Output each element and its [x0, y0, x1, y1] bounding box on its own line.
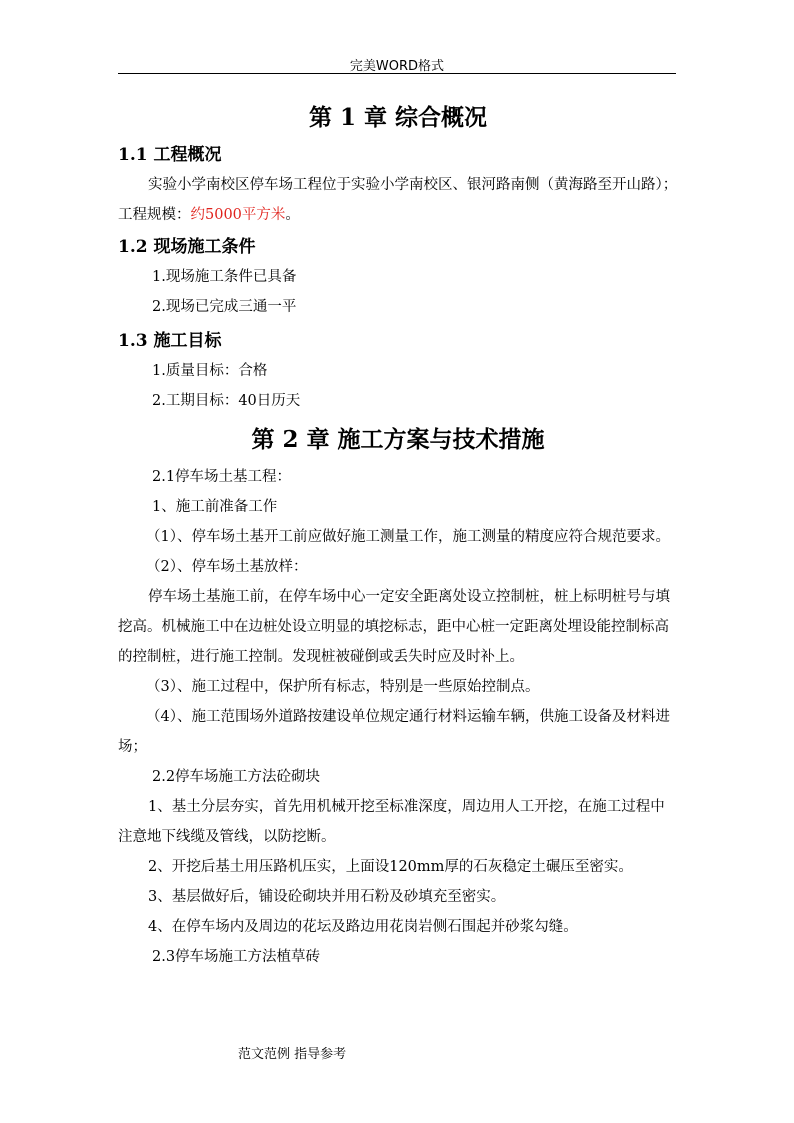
chapter-1-title: 第 1 章 综合概况: [308, 104, 488, 131]
list-item: 1.现场施工条件已具备: [152, 269, 297, 285]
project-scale-highlight: 约5000平方米: [190, 207, 286, 223]
chapter-2-title: 第 2 章 施工方案与技术措施: [251, 426, 545, 453]
list-item: 1.质量目标：合格: [152, 363, 268, 379]
paragraph: （1）、停车场土基开工前应做好施工测量工作，施工测量的精度应符合规范要求。: [146, 529, 670, 545]
paragraph: 1、施工前准备工作: [152, 499, 278, 515]
paragraph: （2）、停车场土基放样：: [146, 559, 308, 575]
document-body: [118, 98, 678, 972]
page-footer: 范文范例 指导参考: [238, 1047, 347, 1062]
list-item: 2.工期目标：40日历天: [152, 393, 301, 409]
paragraph: 1、基土分层夯实，首先用机械开挖至标准深度，周边用人工开挖，在施工过程中注意地下线缆及管线，以防挖断。: [118, 799, 665, 845]
paragraph: （3）、施工过程中，保护所有标志，特别是一些原始控制点。: [146, 679, 540, 695]
paragraph: 2.1停车场土基工程：: [152, 469, 292, 485]
page-header: 完美WORD格式: [349, 59, 445, 74]
list-item: 2.现场已完成三通一平: [152, 299, 297, 315]
paragraph: （4）、施工范围场外道路按建设单位规定通行材料运输车辆，供施工设备及材料进场；: [118, 709, 670, 755]
section-1-1-text-b: 。: [285, 207, 300, 223]
section-1-1-text-a: 实验小学南校区停车场工程位于实验小学南校区、银河路南侧（黄海路至开山路）；工程规模：: [118, 177, 678, 223]
section-1-1-heading: 1.1 工程概况: [118, 145, 222, 165]
header-rule: [118, 73, 676, 74]
section-1-3-heading: 1.3 施工目标: [118, 331, 222, 351]
section-1-2-heading: 1.2 现场施工条件: [118, 237, 256, 257]
paragraph: 停车场土基施工前，在停车场中心一定安全距离处设立控制桩，桩上标明桩号与填挖高。机械施工中在边桩处设立明显的填挖标志，距中心桩一定距离处埋设能控制标高的控制桩，进行施工控制。发现桩被碰倒或丢失时应及时补上。: [118, 589, 670, 665]
paragraph: 3、基层做好后，铺设砼砌块并用石粉及砂填充至密实。: [148, 889, 506, 905]
paragraph: 4、在停车场内及周边的花坛及路边用花岗岩侧石围起并砂浆勾缝。: [148, 919, 578, 935]
paragraph: 2.3停车场施工方法植草砖: [152, 949, 321, 965]
section-1-1-paragraph: [118, 170, 678, 230]
paragraph: 2.2停车场施工方法砼砌块: [152, 769, 321, 785]
paragraph: 2、开挖后基土用压路机压实，上面设120mm厚的石灰稳定土碾压至密实。: [148, 859, 633, 875]
